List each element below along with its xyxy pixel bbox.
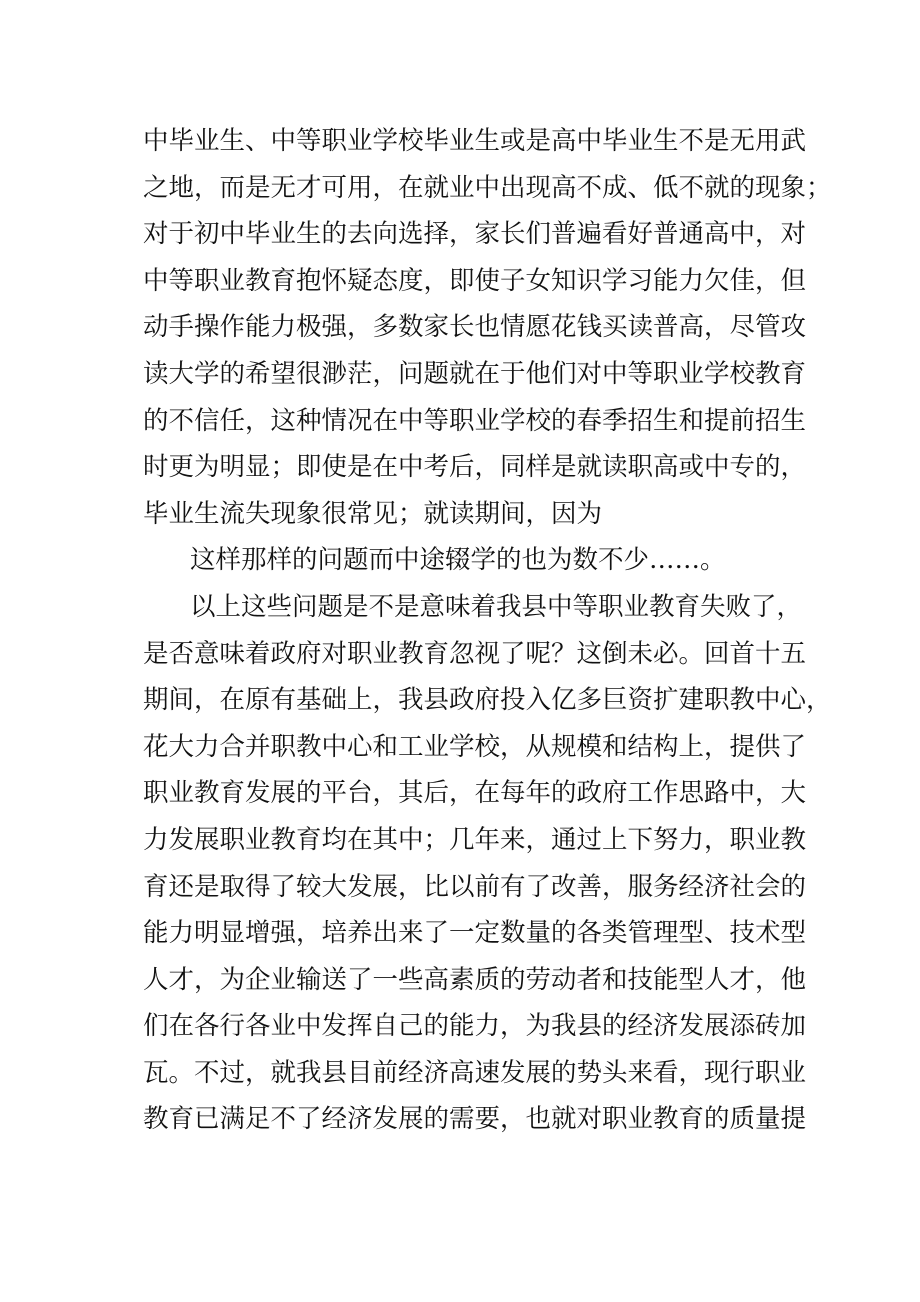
body-text [143,118,832,1143]
text-line: 对于初中毕业生的去向选择，家长们普遍看好普通高中，对 [143,219,807,250]
text-line: 能力明显增强，培养出来了一定数量的各类管理型、技术型 [143,918,807,949]
text-line: 期间，在原有基础上，我县政府投入亿多巨资扩建职教中心， [143,685,832,716]
text-line: 职业教育发展的平台，其后，在每年的政府工作思路中，大 [143,778,807,809]
text-line: 们在各行各业中发挥自己的能力，为我县的经济发展添砖加 [143,1011,807,1042]
text-line: 教育已满足不了经济发展的需要，也就对职业教育的质量提 [143,1104,807,1135]
text-line: 动手操作能力极强，多数家长也情愿花钱买读普高，尽管攻 [143,312,807,343]
text-line: 瓦。不过，就我县目前经济高速发展的势头来看，现行职业 [143,1057,807,1088]
text-line: 中毕业生、中等职业学校毕业生或是高中毕业生不是无用武 [143,126,807,156]
text-line: 时更为明显；即使是在中考后，同样是就读职高或中专的， [143,452,807,483]
text-line-indented: 这样那样的问题而中途辍学的也为数不少……。 [190,545,726,576]
paragraph-first-line: 以上这些问题是不是意味着我县中等职业教育失败了， [190,591,803,622]
text-line: 读大学的希望很渺茫，问题就在于他们对中等职业学校教育 [143,358,807,389]
text-line: 毕业生流失现象很常见；就读期间，因为 [143,498,603,529]
text-line: 力发展职业教育均在其中；几年来，通过上下努力，职业教 [143,824,807,855]
text-line: 花大力合并职教中心和工业学校，从规模和结构上，提供了 [143,731,807,762]
text-line: 人才，为企业输送了一些高素质的劳动者和技能型人才，他 [143,964,807,995]
text-line: 的不信任，这种情况在中等职业学校的春季招生和提前招生 [143,405,807,436]
text-line: 中等职业教育抱怀疑态度，即使子女知识学习能力欠佳，但 [143,265,807,296]
text-line: 育还是取得了较大发展，比以前有了改善，服务经济社会的 [143,871,807,902]
text-line: 是否意味着政府对职业教育忽视了呢？这倒未必。回首十五 [143,638,807,669]
text-line: 之地，而是无才可用，在就业中出现高不成、低不就的现象； [143,172,832,203]
